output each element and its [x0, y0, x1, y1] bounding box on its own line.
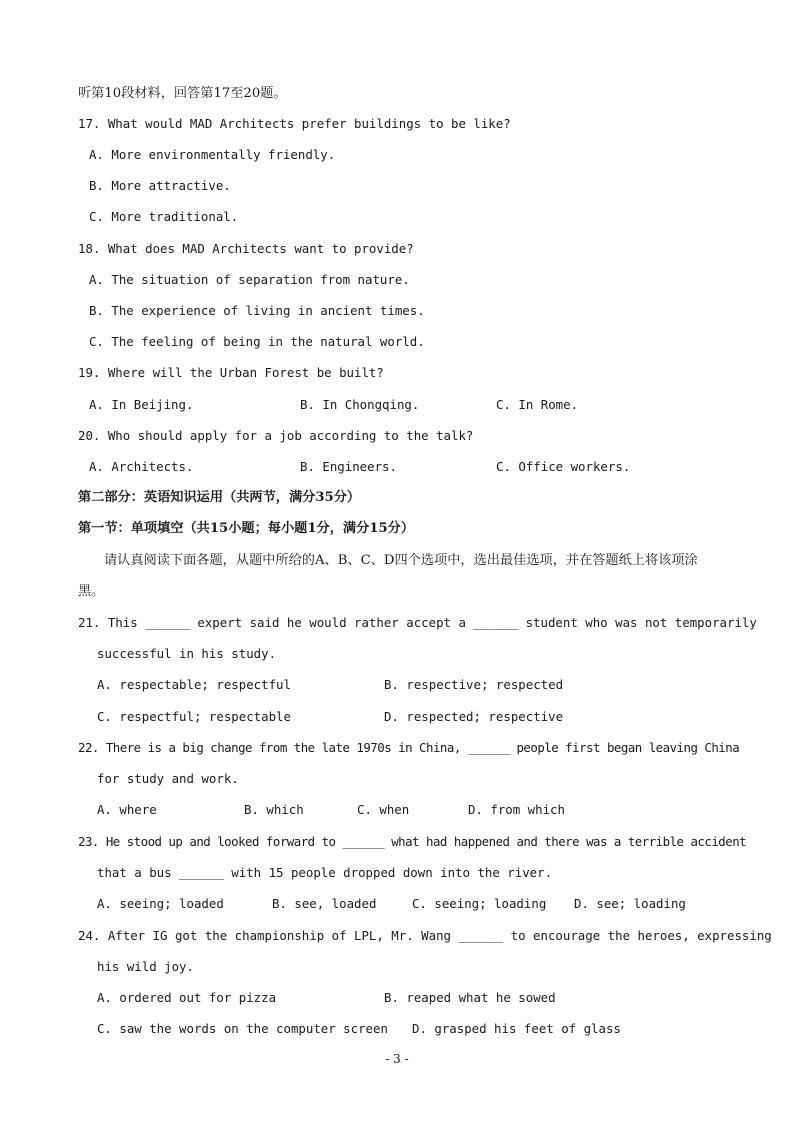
option-a: A. Architects.	[89, 459, 194, 474]
option-c: C. Office workers.	[496, 459, 631, 474]
option-b: B. respective; respected	[384, 677, 564, 692]
question-stem: 24. After IG got the championship of LPL, Mr. Wang ______ to encourage the heroes, expressing	[78, 928, 772, 943]
instructions-line-1: 请认真阅读下面各题，从题中所给的A、B、C、D四个选项中，选出最佳选项，并在答题纸上将该项涂	[104, 553, 698, 568]
question-stem: 21. This ______ expert said he would rather accept a ______ student who was not temporarily	[78, 615, 757, 630]
option-a: A. In Beijing.	[89, 397, 194, 412]
listening-intro: 听第10段材料，回答第17至20题。	[78, 86, 287, 101]
option-b: B. The experience of living in ancient times.	[89, 303, 425, 318]
option-d: D. see; loading	[574, 896, 686, 911]
option-c: C. saw the words on the computer screen	[97, 1021, 388, 1036]
option-a: A. where	[97, 802, 157, 817]
option-b: B. More attractive.	[89, 178, 231, 193]
page-number: - 3 -	[385, 1052, 409, 1066]
option-a: A. More environmentally friendly.	[89, 147, 336, 162]
part2-heading: 第二部分：英语知识运用（共两节，满分35分）	[78, 490, 361, 505]
question-stem: 17. What would MAD Architects prefer buildings to be like?	[78, 116, 511, 131]
option-a: A. respectable; respectful	[97, 677, 291, 692]
instructions-line-2: 黑。	[78, 584, 105, 599]
option-a: A. ordered out for pizza	[97, 990, 277, 1005]
question-stem-continued: his wild joy.	[97, 959, 194, 974]
section1-heading: 第一节：单项填空（共15小题；每小题1分，满分15分）	[78, 521, 415, 536]
option-d: D. grasped his feet of glass	[412, 1021, 621, 1036]
question-stem: 19. Where will the Urban Forest be built?	[78, 365, 384, 380]
option-c: C. when	[357, 802, 410, 817]
option-b: B. In Chongqing.	[300, 397, 420, 412]
option-c: C. seeing; loading	[412, 896, 547, 911]
option-b: B. Engineers.	[300, 459, 397, 474]
option-b: B. reaped what he sowed	[384, 990, 556, 1005]
option-b: B. which	[244, 802, 304, 817]
option-c: C. respectful; respectable	[97, 709, 291, 724]
option-c: C. The feeling of being in the natural world.	[89, 334, 425, 349]
question-stem: 18. What does MAD Architects want to provide?	[78, 241, 414, 256]
option-d: D. from which	[468, 802, 565, 817]
question-stem: 23. He stood up and looked forward to ______ what had happened and there was a terrible accident	[78, 834, 747, 849]
question-stem-continued: successful in his study.	[97, 646, 277, 661]
option-b: B. see, loaded	[272, 896, 377, 911]
question-stem-continued: that a bus ______ with 15 people dropped down into the river.	[97, 865, 553, 880]
option-d: D. respected; respective	[384, 709, 564, 724]
question-stem-continued: for study and work.	[97, 771, 239, 786]
option-c: C. More traditional.	[89, 209, 239, 224]
option-c: C. In Rome.	[496, 397, 579, 412]
question-stem: 20. Who should apply for a job according to the talk?	[78, 428, 474, 443]
option-a: A. The situation of separation from nature.	[89, 272, 410, 287]
option-a: A. seeing; loaded	[97, 896, 224, 911]
question-stem: 22. There is a big change from the late 1970s in China, ______ people first began leaving China	[78, 740, 740, 755]
